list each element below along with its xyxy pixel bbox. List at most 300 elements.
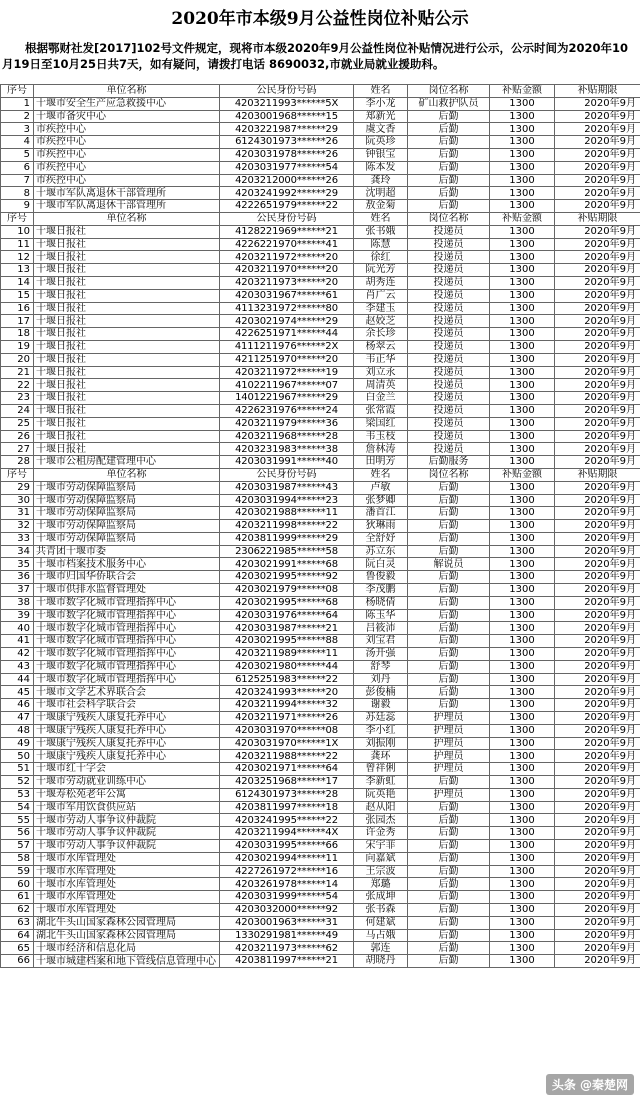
cell-position: 后勤 [408,865,490,878]
cell-id-number: 4203241992******29 [220,187,354,200]
cell-person-name: 舒琴 [354,660,408,673]
cell-subsidy-amount: 1300 [490,686,555,699]
cell-subsidy-amount: 1300 [490,955,555,968]
cell-subsidy-amount: 1300 [490,891,555,904]
cell-subsidy-amount: 1300 [490,289,555,302]
cell-id-number: 4203811999******29 [220,532,354,545]
cell-subsidy-amount: 1300 [490,776,555,789]
cell-subsidy-period: 2020年9月 [555,443,640,456]
cell-subsidy-period: 2020年9月 [555,724,640,737]
header-row-number: 序号 [1,212,34,225]
cell-unit-name: 十堰日报社 [34,430,220,443]
cell-person-name: 阮英珍 [354,136,408,149]
cell-row-number: 45 [1,686,34,699]
cell-person-name: 王宗波 [354,865,408,878]
cell-id-number: 4203212000******26 [220,174,354,187]
cell-row-number: 59 [1,865,34,878]
cell-person-name: 阮光芳 [354,264,408,277]
cell-subsidy-amount: 1300 [490,494,555,507]
cell-person-name: 张梦卿 [354,494,408,507]
table-row [1,891,640,904]
page-title: 2020年市本级9月公益性岗位补贴公示 [171,9,469,29]
cell-person-name: 谢毅 [354,699,408,712]
cell-subsidy-period: 2020年9月 [555,532,640,545]
cell-row-number: 39 [1,609,34,622]
cell-subsidy-amount: 1300 [490,916,555,929]
cell-unit-name: 市疾控中心 [34,174,220,187]
cell-person-name: 余长珍 [354,328,408,341]
cell-id-number: 1401221967******29 [220,392,354,405]
cell-unit-name: 十堰市城建档案和地下管线信息管理中心 [34,955,220,968]
cell-row-number: 21 [1,366,34,379]
cell-row-number: 48 [1,724,34,737]
cell-row-number: 28 [1,456,34,469]
cell-person-name: 肖广云 [354,289,408,302]
table-row [1,929,640,942]
cell-subsidy-amount: 1300 [490,276,555,289]
table-row [1,660,640,673]
cell-subsidy-amount: 1300 [490,788,555,801]
table-row [1,174,640,187]
cell-subsidy-amount: 1300 [490,648,555,661]
cell-person-name: 田明芳 [354,456,408,469]
cell-person-name: 李茂鹏 [354,584,408,597]
header-unit-name: 单位名称 [34,212,220,225]
cell-position: 投递员 [408,289,490,302]
cell-row-number: 50 [1,750,34,763]
cell-unit-name: 十堰日报社 [34,366,220,379]
cell-subsidy-amount: 1300 [490,110,555,123]
cell-position: 后勤 [408,929,490,942]
cell-position: 后勤 [408,545,490,558]
cell-subsidy-amount: 1300 [490,840,555,853]
table-row [1,942,640,955]
cell-subsidy-amount: 1300 [490,865,555,878]
table-row [1,481,640,494]
cell-unit-name: 十堰市数字化城市管理指挥中心 [34,648,220,661]
table-row [1,635,640,648]
cell-subsidy-period: 2020年9月 [555,596,640,609]
header-row-number: 序号 [1,468,34,481]
cell-id-number: 4203211989******11 [220,648,354,661]
cell-person-name: 陈本发 [354,161,408,174]
cell-person-name: 郑璐 [354,878,408,891]
cell-subsidy-period: 2020年9月 [555,737,640,750]
cell-id-number: 4203031970******08 [220,724,354,737]
cell-position: 投递员 [408,238,490,251]
cell-position: 后勤 [408,878,490,891]
header-id-number: 公民身份号码 [220,468,354,481]
table-row [1,737,640,750]
cell-person-name: 张园杰 [354,814,408,827]
cell-subsidy-amount: 1300 [490,609,555,622]
cell-subsidy-period: 2020年9月 [555,494,640,507]
cell-person-name: 詹林涛 [354,443,408,456]
cell-row-number: 60 [1,878,34,891]
cell-id-number: 4102211967******07 [220,379,354,392]
cell-subsidy-period: 2020年9月 [555,852,640,865]
table-row [1,712,640,725]
cell-subsidy-period: 2020年9月 [555,699,640,712]
cell-subsidy-period: 2020年9月 [555,123,640,136]
cell-row-number: 1 [1,97,34,110]
header-subsidy-amount: 补贴金额 [490,212,555,225]
cell-subsidy-period: 2020年9月 [555,392,640,405]
cell-subsidy-period: 2020年9月 [555,558,640,571]
cell-unit-name: 十堰市数字化城市管理指挥中心 [34,673,220,686]
cell-subsidy-amount: 1300 [490,724,555,737]
cell-person-name: 阮英艳 [354,788,408,801]
cell-unit-name: 十堰市公租房配建管理中心 [34,456,220,469]
cell-id-number: 4203021994******11 [220,852,354,865]
cell-unit-name: 十堰市数字化城市管理指挥中心 [34,622,220,635]
cell-person-name: 徐红 [354,251,408,264]
cell-position: 投递员 [408,353,490,366]
cell-unit-name: 市疾控中心 [34,123,220,136]
cell-subsidy-period: 2020年9月 [555,302,640,315]
cell-row-number: 35 [1,558,34,571]
cell-id-number: 4226251971******44 [220,328,354,341]
table-row [1,814,640,827]
cell-unit-name: 十堰市水库管理处 [34,904,220,917]
table-row [1,123,640,136]
cell-position: 后勤 [408,571,490,584]
cell-subsidy-period: 2020年9月 [555,840,640,853]
cell-unit-name: 十堰市水库管理处 [34,865,220,878]
cell-position: 解说员 [408,558,490,571]
cell-person-name: 卢敏 [354,481,408,494]
cell-id-number: 4203031978******26 [220,148,354,161]
table-row [1,750,640,763]
cell-person-name: 白金兰 [354,392,408,405]
cell-row-number: 19 [1,340,34,353]
cell-person-name: 韦玉枝 [354,430,408,443]
cell-position: 投递员 [408,264,490,277]
cell-id-number: 4203031967******61 [220,289,354,302]
cell-subsidy-period: 2020年9月 [555,942,640,955]
table-row [1,251,640,264]
cell-unit-name: 十堰市军队离退休干部管理所 [34,187,220,200]
cell-subsidy-amount: 1300 [490,456,555,469]
cell-subsidy-amount: 1300 [490,520,555,533]
table-row [1,673,640,686]
cell-position: 投递员 [408,404,490,417]
cell-subsidy-period: 2020年9月 [555,878,640,891]
cell-person-name: 苏廷蕊 [354,712,408,725]
cell-position: 后勤 [408,161,490,174]
table-header-row [1,212,640,225]
cell-unit-name: 十堰日报社 [34,404,220,417]
cell-id-number: 4203251968******17 [220,776,354,789]
cell-subsidy-period: 2020年9月 [555,571,640,584]
cell-subsidy-period: 2020年9月 [555,251,640,264]
table-row [1,865,640,878]
cell-unit-name: 十堰市红十字会 [34,763,220,776]
cell-unit-name: 十堰康宁残疾人康复托养中心 [34,712,220,725]
header-id-number: 公民身份号码 [220,212,354,225]
cell-id-number: 4203231983******38 [220,443,354,456]
cell-row-number: 49 [1,737,34,750]
cell-subsidy-amount: 1300 [490,750,555,763]
cell-row-number: 55 [1,814,34,827]
cell-position: 后勤 [408,609,490,622]
cell-position: 投递员 [408,392,490,405]
cell-id-number: 4226221970******41 [220,238,354,251]
cell-id-number: 4203021974******29 [220,315,354,328]
table-row [1,686,640,699]
cell-subsidy-period: 2020年9月 [555,814,640,827]
cell-unit-name: 十堰日报社 [34,443,220,456]
cell-position: 投递员 [408,340,490,353]
cell-id-number: 4203241995******22 [220,814,354,827]
cell-subsidy-amount: 1300 [490,366,555,379]
cell-row-number: 66 [1,955,34,968]
cell-person-name: 敖金菊 [354,200,408,213]
cell-row-number: 3 [1,123,34,136]
cell-subsidy-period: 2020年9月 [555,520,640,533]
cell-unit-name: 十堰日报社 [34,340,220,353]
cell-person-name: 陈玉华 [354,609,408,622]
cell-id-number: 4203031999******54 [220,891,354,904]
cell-position: 后勤 [408,622,490,635]
cell-person-name: 龚玲 [354,174,408,187]
cell-row-number: 53 [1,788,34,801]
cell-position: 后勤 [408,123,490,136]
cell-position: 投递员 [408,366,490,379]
cell-person-name: 赵从阳 [354,801,408,814]
cell-subsidy-period: 2020年9月 [555,276,640,289]
cell-unit-name: 十堰日报社 [34,264,220,277]
cell-unit-name: 十堰康宁残疾人康复托养中心 [34,724,220,737]
cell-row-number: 42 [1,648,34,661]
cell-row-number: 57 [1,840,34,853]
cell-person-name: 李小红 [354,724,408,737]
cell-person-name: 刘丹 [354,673,408,686]
table-row [1,571,640,584]
cell-position: 后勤 [408,686,490,699]
cell-position: 后勤 [408,660,490,673]
table-row [1,161,640,174]
cell-id-number: 4211251970******20 [220,353,354,366]
table-row [1,584,640,597]
cell-subsidy-period: 2020年9月 [555,289,640,302]
header-person-name: 姓名 [354,468,408,481]
cell-person-name: 张书森 [354,904,408,917]
cell-position: 后勤 [408,187,490,200]
cell-person-name: 虞文香 [354,123,408,136]
cell-row-number: 37 [1,584,34,597]
cell-subsidy-amount: 1300 [490,379,555,392]
cell-unit-name: 十堰市水库管理处 [34,852,220,865]
table-row [1,315,640,328]
cell-position: 后勤 [408,648,490,661]
cell-unit-name: 十堰市档案技术服务中心 [34,558,220,571]
cell-person-name: 彭俊楠 [354,686,408,699]
cell-subsidy-amount: 1300 [490,404,555,417]
cell-person-name: 陈慧 [354,238,408,251]
cell-id-number: 4203211979******36 [220,417,354,430]
cell-subsidy-period: 2020年9月 [555,763,640,776]
table-row [1,494,640,507]
cell-id-number: 6124301973******26 [220,136,354,149]
cell-subsidy-period: 2020年9月 [555,545,640,558]
cell-id-number: 4203021988******11 [220,507,354,520]
cell-position: 投递员 [408,302,490,315]
cell-person-name: 钟银宝 [354,148,408,161]
header-person-name: 姓名 [354,212,408,225]
table-row [1,443,640,456]
cell-subsidy-amount: 1300 [490,532,555,545]
cell-unit-name: 十堰市劳动保障监察局 [34,520,220,533]
cell-row-number: 58 [1,852,34,865]
cell-id-number: 4203261978******14 [220,878,354,891]
cell-id-number: 4203211971******26 [220,712,354,725]
cell-subsidy-amount: 1300 [490,481,555,494]
cell-row-number: 5 [1,148,34,161]
cell-person-name: 吕筱沛 [354,622,408,635]
table-row [1,827,640,840]
cell-person-name: 韦正华 [354,353,408,366]
cell-person-name: 马占娥 [354,929,408,942]
cell-subsidy-amount: 1300 [490,264,555,277]
cell-person-name: 胡秀连 [354,276,408,289]
header-subsidy-period: 补贴期限 [555,212,640,225]
cell-subsidy-amount: 1300 [490,340,555,353]
cell-row-number: 62 [1,904,34,917]
cell-person-name: 胡晓丹 [354,955,408,968]
cell-person-name: 李建玉 [354,302,408,315]
cell-row-number: 17 [1,315,34,328]
cell-unit-name: 十堰日报社 [34,353,220,366]
cell-subsidy-period: 2020年9月 [555,507,640,520]
cell-id-number: 4203211993******5X [220,97,354,110]
cell-position: 投递员 [408,430,490,443]
cell-subsidy-period: 2020年9月 [555,353,640,366]
cell-subsidy-period: 2020年9月 [555,635,640,648]
table-row [1,520,640,533]
cell-subsidy-period: 2020年9月 [555,827,640,840]
cell-position: 后勤 [408,673,490,686]
table-row [1,532,640,545]
header-position: 岗位名称 [408,85,490,98]
cell-person-name: 张常霞 [354,404,408,417]
cell-unit-name: 十堰日报社 [34,251,220,264]
cell-person-name: 周清英 [354,379,408,392]
cell-id-number: 4227261972******16 [220,865,354,878]
cell-unit-name: 十堰日报社 [34,225,220,238]
cell-unit-name: 十堰日报社 [34,276,220,289]
table-row [1,430,640,443]
cell-subsidy-amount: 1300 [490,200,555,213]
cell-subsidy-amount: 1300 [490,712,555,725]
cell-unit-name: 十堰市军用饮食供应站 [34,801,220,814]
cell-person-name: 龚环 [354,750,408,763]
cell-subsidy-period: 2020年9月 [555,584,640,597]
cell-person-name: 苏立东 [354,545,408,558]
cell-position: 后勤 [408,904,490,917]
cell-id-number: 4203001963******31 [220,916,354,929]
cell-person-name: 杨晓倩 [354,596,408,609]
cell-subsidy-amount: 1300 [490,660,555,673]
cell-subsidy-amount: 1300 [490,904,555,917]
cell-subsidy-amount: 1300 [490,430,555,443]
cell-subsidy-period: 2020年9月 [555,648,640,661]
table-row [1,366,640,379]
cell-row-number: 41 [1,635,34,648]
cell-unit-name: 十堰日报社 [34,315,220,328]
cell-subsidy-period: 2020年9月 [555,264,640,277]
cell-unit-name: 十堰日报社 [34,328,220,341]
cell-unit-name: 十堰市经济和信息化局 [34,942,220,955]
cell-row-number: 54 [1,801,34,814]
cell-person-name: 何建斌 [354,916,408,929]
table-row [1,609,640,622]
cell-unit-name: 十堰日报社 [34,392,220,405]
cell-row-number: 10 [1,225,34,238]
cell-person-name: 郑新光 [354,110,408,123]
cell-subsidy-period: 2020年9月 [555,417,640,430]
table-row [1,302,640,315]
cell-row-number: 11 [1,238,34,251]
cell-person-name: 许金秀 [354,827,408,840]
cell-person-name: 汤开强 [354,648,408,661]
cell-subsidy-period: 2020年9月 [555,865,640,878]
cell-unit-name: 市疾控中心 [34,136,220,149]
cell-id-number: 4203811997******21 [220,955,354,968]
cell-subsidy-amount: 1300 [490,737,555,750]
cell-row-number: 46 [1,699,34,712]
cell-position: 护理员 [408,724,490,737]
cell-position: 后勤 [408,840,490,853]
cell-id-number: 2306221985******58 [220,545,354,558]
cell-subsidy-period: 2020年9月 [555,200,640,213]
table-row [1,558,640,571]
cell-unit-name: 十堰市备灾中心 [34,110,220,123]
cell-position: 投递员 [408,417,490,430]
cell-id-number: 4222651979******22 [220,200,354,213]
header-position: 岗位名称 [408,468,490,481]
table-row [1,136,640,149]
cell-id-number: 4203032000******92 [220,904,354,917]
table-row [1,596,640,609]
cell-subsidy-amount: 1300 [490,929,555,942]
cell-row-number: 4 [1,136,34,149]
cell-person-name: 潘首江 [354,507,408,520]
cell-subsidy-period: 2020年9月 [555,340,640,353]
cell-id-number: 4203211998******22 [220,520,354,533]
cell-position: 后勤 [408,596,490,609]
cell-row-number: 44 [1,673,34,686]
cell-subsidy-amount: 1300 [490,635,555,648]
cell-id-number: 4203211994******4X [220,827,354,840]
table-row [1,852,640,865]
cell-position: 投递员 [408,379,490,392]
cell-position: 后勤 [408,494,490,507]
cell-unit-name: 十堰日报社 [34,289,220,302]
table-row [1,955,640,968]
cell-subsidy-amount: 1300 [490,827,555,840]
cell-row-number: 15 [1,289,34,302]
cell-id-number: 4203021995******88 [220,635,354,648]
cell-subsidy-amount: 1300 [490,417,555,430]
cell-row-number: 38 [1,596,34,609]
cell-unit-name: 十堰日报社 [34,379,220,392]
table-row [1,417,640,430]
cell-position: 后勤 [408,520,490,533]
cell-id-number: 4203221987******29 [220,123,354,136]
cell-row-number: 63 [1,916,34,929]
cell-subsidy-amount: 1300 [490,622,555,635]
